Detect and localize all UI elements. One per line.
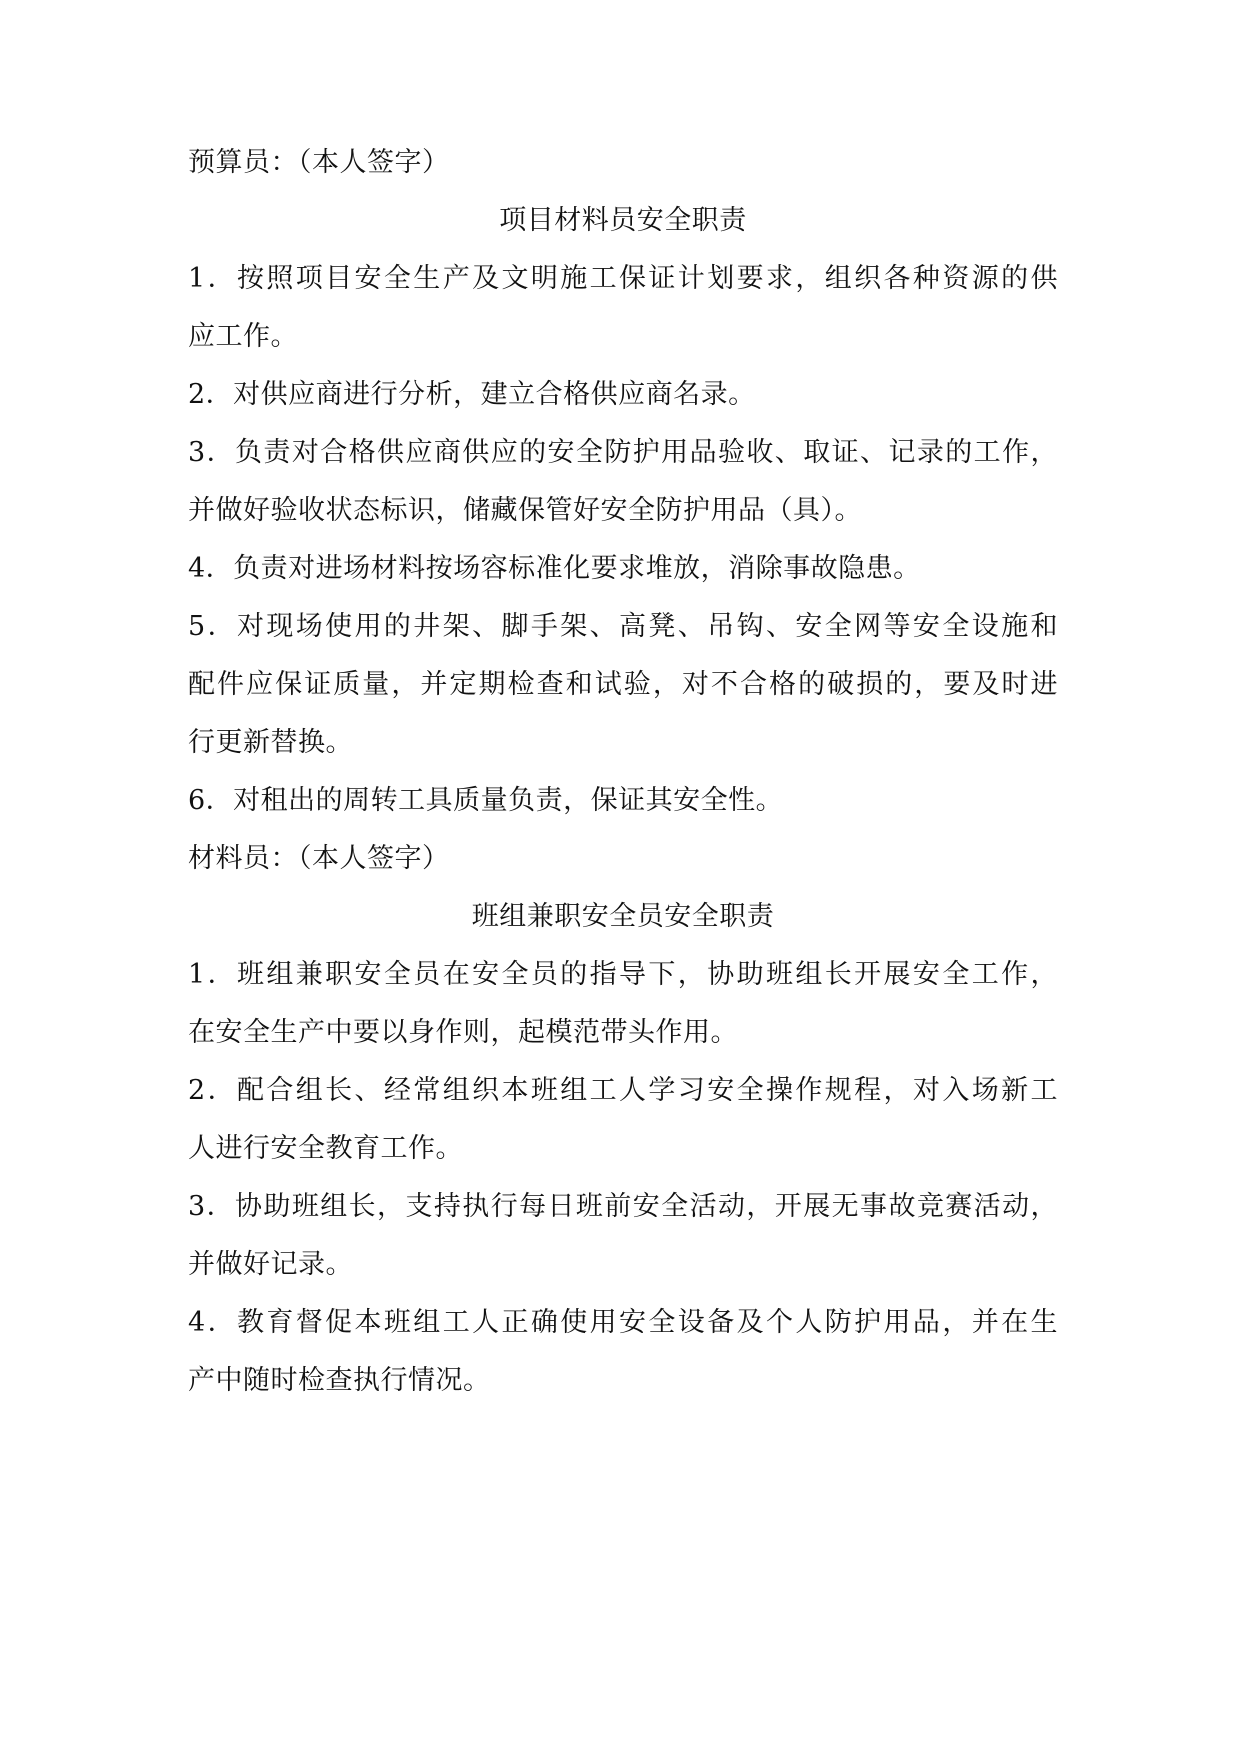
material-item-5-line-2: 配件应保证质量，并定期检查和试验，对不合格的破损的，要及时进 xyxy=(188,669,1058,700)
section-title-team-safety-officer: 班组兼职安全员安全职责 xyxy=(471,901,775,932)
team-item-3-line-1: 3．协助班组长，支持执行每日班前安全活动，开展无事故竞赛活动， xyxy=(188,1191,1058,1222)
material-item-4-line-1: 4．负责对进场材料按场容标准化要求堆放，消除事故隐患。 xyxy=(188,553,921,584)
team-item-1-line-2: 在安全生产中要以身作则，起模范带头作用。 xyxy=(188,1017,738,1048)
material-item-1-line-1: 1．按照项目安全生产及文明施工保证计划要求，组织各种资源的供 xyxy=(188,263,1058,294)
team-item-1-line-1: 1．班组兼职安全员在安全员的指导下，协助班组长开展安全工作， xyxy=(188,959,1058,990)
material-item-1-line-2: 应工作。 xyxy=(188,321,298,352)
material-item-5-line-1: 5．对现场使用的井架、脚手架、高凳、吊钩、安全网等安全设施和 xyxy=(188,611,1058,642)
material-item-2-line-1: 2．对供应商进行分析，建立合格供应商名录。 xyxy=(188,379,756,410)
team-item-2-line-1: 2．配合组长、经常组织本班组工人学习安全操作规程，对入场新工 xyxy=(188,1075,1058,1106)
budgeter-signature: 预算员：（本人签字） xyxy=(188,147,450,178)
material-item-6-line-1: 6．对租出的周转工具质量负责，保证其安全性。 xyxy=(188,785,784,816)
team-item-4-line-2: 产中随时检查执行情况。 xyxy=(188,1365,491,1396)
team-item-4-line-1: 4．教育督促本班组工人正确使用安全设备及个人防护用品，并在生 xyxy=(188,1307,1058,1338)
material-item-3-line-1: 3．负责对合格供应商供应的安全防护用品验收、取证、记录的工作， xyxy=(188,437,1058,468)
material-clerk-signature: 材料员：（本人签字） xyxy=(188,843,450,874)
team-item-2-line-2: 人进行安全教育工作。 xyxy=(188,1133,463,1164)
section-title-material-clerk: 项目材料员安全职责 xyxy=(499,205,747,236)
team-item-3-line-2: 并做好记录。 xyxy=(188,1249,353,1280)
material-item-5-line-3: 行更新替换。 xyxy=(188,727,353,758)
material-item-3-line-2: 并做好验收状态标识，储藏保管好安全防护用品（具）。 xyxy=(188,495,862,526)
